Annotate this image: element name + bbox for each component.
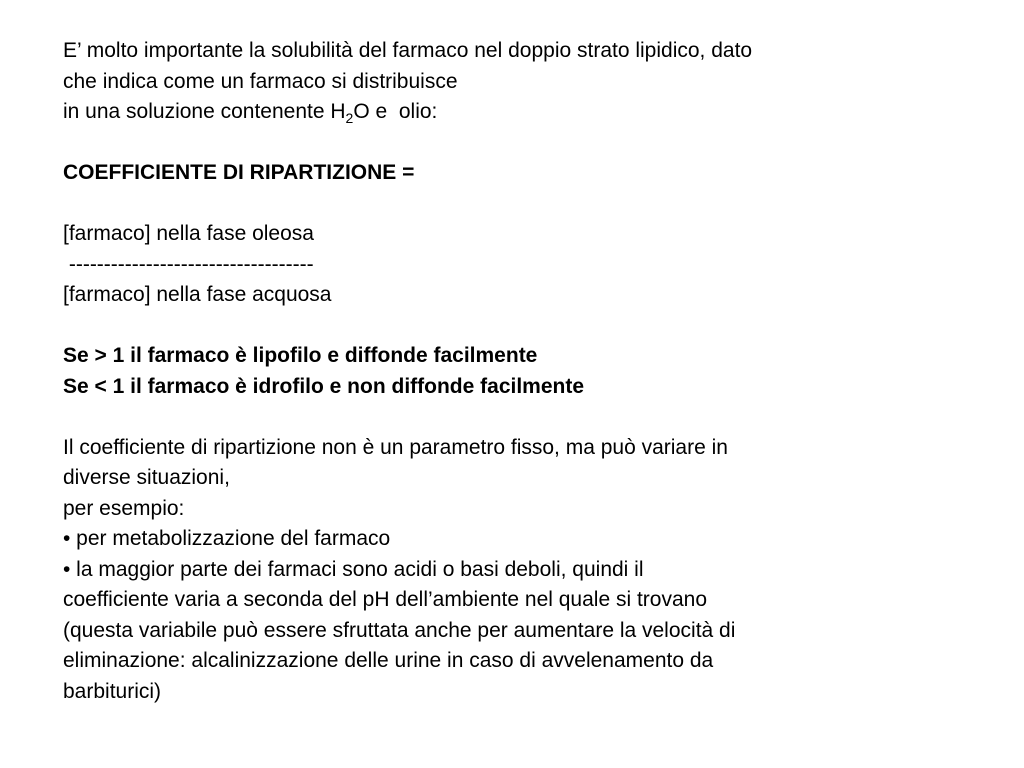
- coefficient-denominator: [farmaco] nella fase acquosa: [63, 283, 332, 306]
- notes-line-3: per esempio:: [63, 496, 185, 520]
- spacer: [63, 128, 963, 159]
- intro-line-3-tail: O e olio:: [353, 100, 438, 123]
- bullet-item-ph-line-4: eliminazione: alcalinizzazione delle urine in caso di avvelenamento da: [63, 649, 714, 672]
- intro-line-3-text: in una soluzione contenente H: [63, 100, 346, 123]
- coefficient-numerator: [farmaco] nella fase oleosa: [63, 222, 314, 245]
- bullet-item-ph-line-3: (questa variabile può essere sfruttata anche per aumentare la velocità di: [63, 618, 736, 642]
- intro-line-3: [63, 97, 963, 128]
- spacer: [63, 189, 963, 220]
- coefficient-heading: COEFFICIENTE DI RIPARTIZIONE =: [63, 161, 415, 184]
- coefficient-fraction-divider: -----------------------------------: [63, 252, 314, 276]
- notes-line-1: Il coefficiente di ripartizione non è un parametro fisso, ma può variare in: [63, 435, 728, 459]
- bullet-item-ph-line-1: • la maggior parte dei farmaci sono acidi o basi deboli, quindi il: [63, 557, 644, 581]
- bullet-item-metabolism: • per metabolizzazione del farmaco: [63, 527, 391, 550]
- spacer: [63, 311, 963, 342]
- rule-lipophilic: Se > 1 il farmaco è lipofilo e diffonde facilmente: [63, 344, 538, 367]
- bullet-item-ph-line-2: coefficiente varia a seconda del pH dell’ambiente nel quale si trovano: [63, 588, 708, 611]
- intro-line-2: che indica come un farmaco si distribuisce: [63, 69, 458, 93]
- bullet-item-ph-line-5: barbiturici): [63, 679, 162, 703]
- rule-hydrophilic: Se < 1 il farmaco è idrofilo e non diffonde facilmente: [63, 374, 585, 398]
- intro-line-1: E’ molto importante la solubilità del farmaco nel doppio strato lipidico, dato: [63, 39, 753, 62]
- slide-content: [63, 36, 963, 707]
- notes-line-2: diverse situazioni,: [63, 466, 230, 489]
- water-subscript: 2: [345, 110, 354, 126]
- spacer: [63, 402, 963, 433]
